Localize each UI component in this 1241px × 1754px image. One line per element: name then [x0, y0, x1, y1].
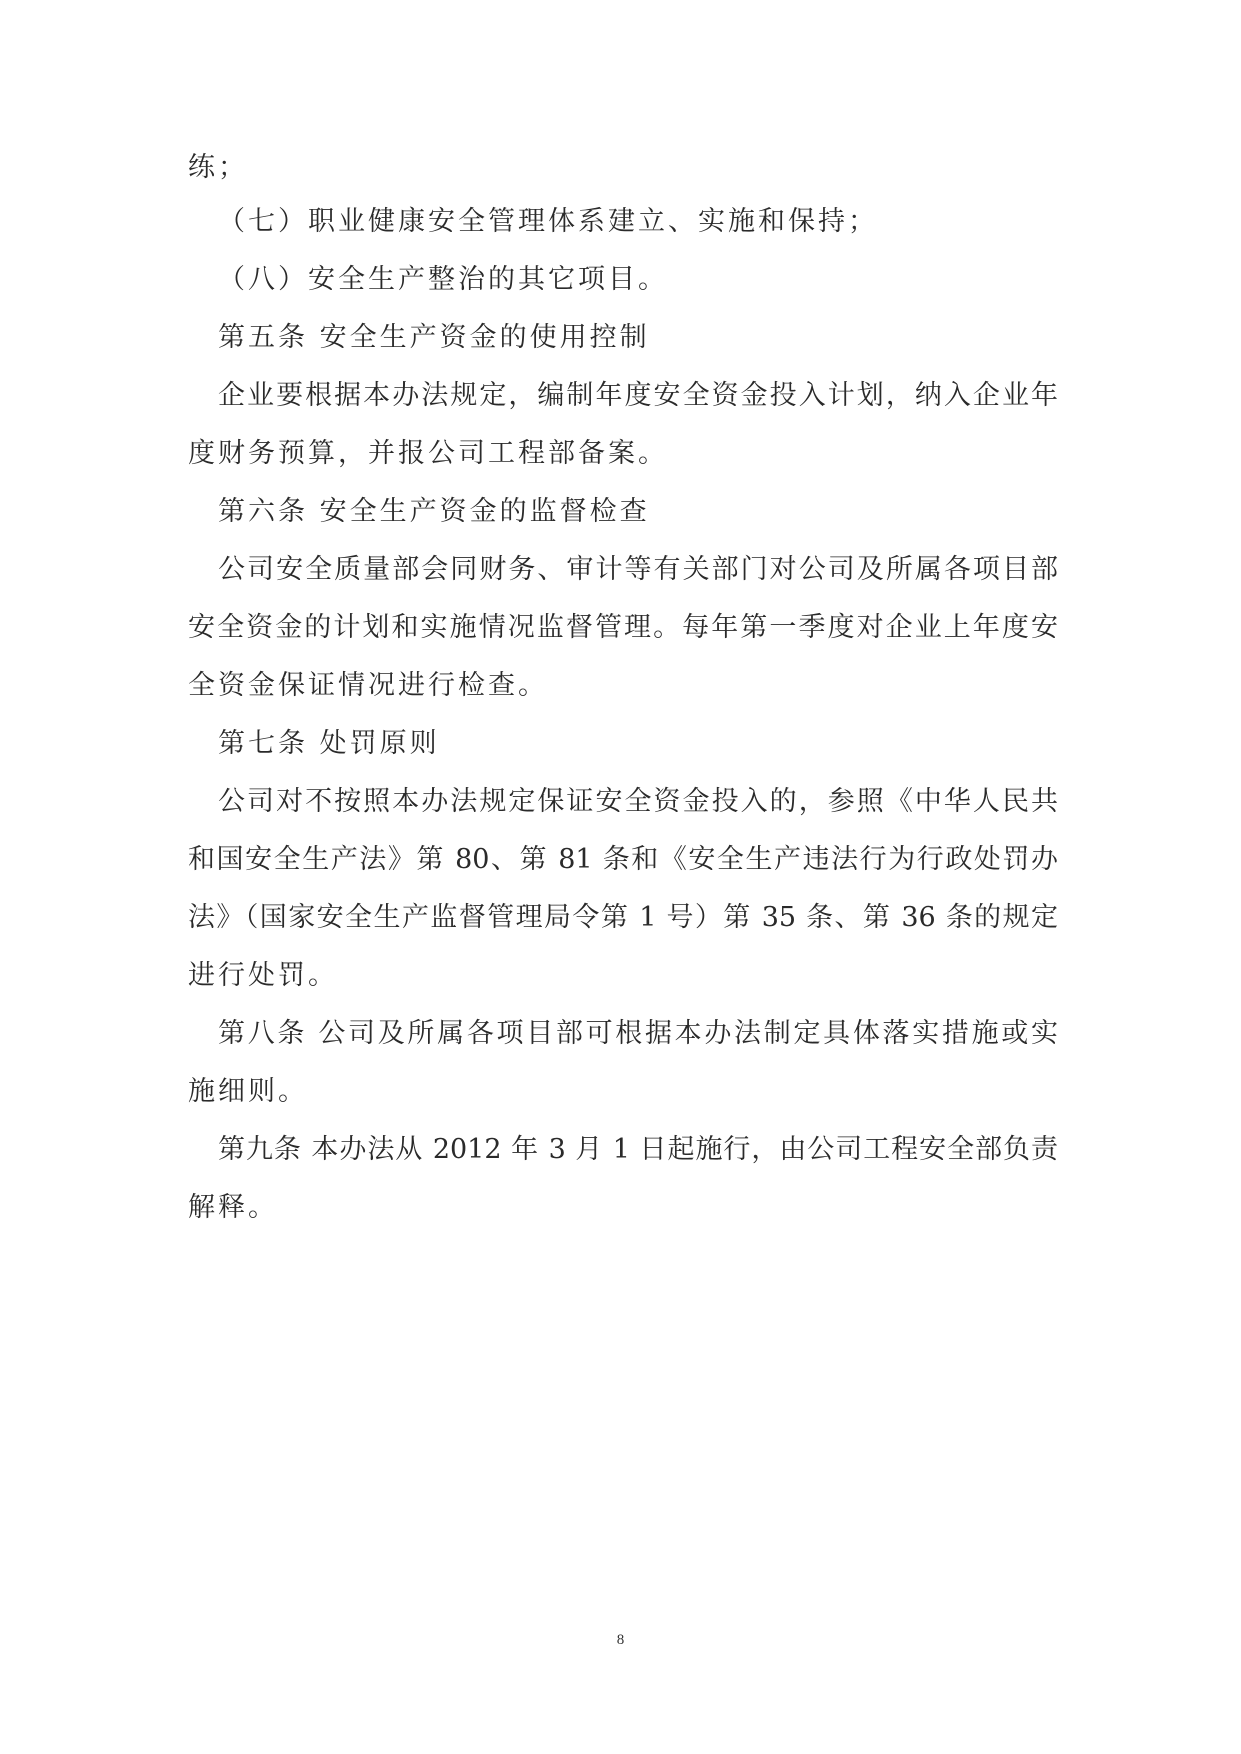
- text-line: 解释。: [188, 1192, 278, 1223]
- text-line: 安全资金的计划和实施情况监督管理。每年第一季度对企业上年度安: [188, 612, 1058, 643]
- text-line: 进行处罚。: [188, 960, 338, 991]
- text-line: 公司对不按照本办法规定保证安全资金投入的，参照《中华人民共: [218, 786, 1058, 817]
- text-line: （七）职业健康安全管理体系建立、实施和保持；: [218, 206, 878, 237]
- text-line: 公司安全质量部会同财务、审计等有关部门对公司及所属各项目部: [218, 554, 1058, 585]
- section-heading: 第九条 本办法从 2012 年 3 月 1 日起施行，由公司工程安全部负责: [218, 1134, 1058, 1165]
- text-line: 企业要根据本办法规定，编制年度安全资金投入计划，纳入企业年: [218, 380, 1058, 411]
- section-heading: 第六条 安全生产资金的监督检查: [218, 496, 650, 527]
- section-heading: 第八条 公司及所属各项目部可根据本办法制定具体落实措施或实: [218, 1018, 1058, 1049]
- page-number: 8: [616, 1632, 625, 1648]
- section-heading: 第五条 安全生产资金的使用控制: [218, 322, 650, 353]
- section-heading: 第七条 处罚原则: [218, 728, 440, 759]
- text-line: 练；: [188, 152, 248, 183]
- text-line: （八）安全生产整治的其它项目。: [218, 264, 668, 295]
- text-line: 度财务预算，并报公司工程部备案。: [188, 438, 668, 469]
- text-line: 和国安全生产法》第 80、第 81 条和《安全生产违法行为行政处罚办: [188, 844, 1058, 875]
- text-line: 全资金保证情况进行检查。: [188, 670, 548, 701]
- text-line: 施细则。: [188, 1076, 308, 1107]
- text-line: 法》（国家安全生产监督管理局令第 1 号）第 35 条、第 36 条的规定: [188, 902, 1058, 933]
